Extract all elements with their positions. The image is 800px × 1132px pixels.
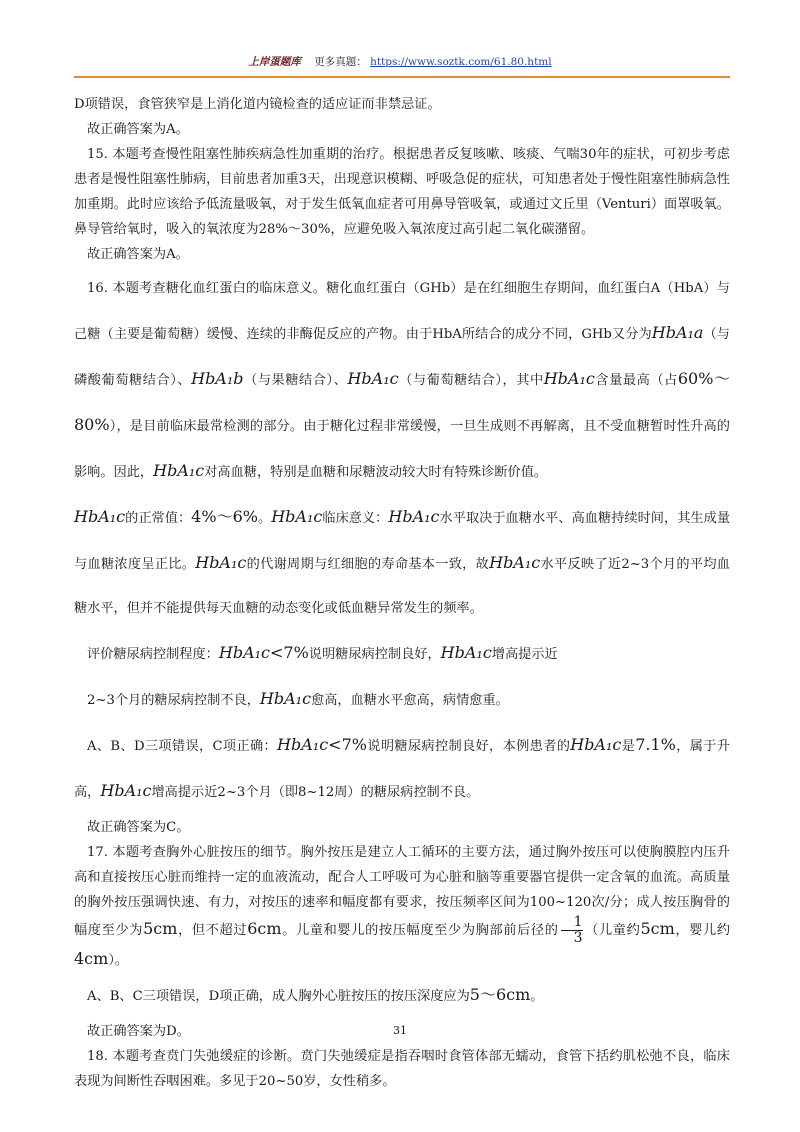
question-18-explanation: 18. 本题考查贲门失弛缓症的诊断。贲门失弛缓症是指吞咽时食管体部无蠕动，食管下括约肌松弛不良，临床表现为间断性吞咽困难。多见于20~50岁，女性稍多。 (74, 1049, 730, 1089)
formula: HbA₁c (195, 553, 247, 572)
formula: HbA₁c (100, 781, 152, 800)
paragraph: HbA₁c的正常值：4%～6%。HbA₁c临床意义：HbA₁c水平取决于血糖水平、高血糖持续时间，其生成量与血糖浓度呈正比。HbA₁c的代谢周期与红细胞的寿命基本一致，故HbA₁c水平反映了近2~3个月的平均血糖水平，但并不能提供每天血糖的动态变化或低血糖异常发生的频率。 (74, 507, 731, 616)
answer-line: 故正确答案为A。 (87, 247, 189, 262)
formula: 6cm (247, 919, 282, 938)
formula: HbA₁c (218, 643, 270, 662)
paragraph: A、B、D三项错误，C项正确：HbA₁c<7%说明糖尿病控制良好，本例患者的HbA₁c是7.1%，属于升高，HbA₁c增高提示近2~3个月（即8~12周）的糖尿病控制不良。 (74, 735, 731, 800)
header-link[interactable]: https://www.soztk.com/61.80.html (370, 56, 552, 68)
page-number: 31 (393, 1024, 407, 1037)
formula: HbA₁c (277, 735, 329, 754)
formula: HbA₁b (191, 369, 244, 388)
formula: HbA₁c (489, 553, 541, 572)
paragraph: 2~3个月的糖尿病控制不良，HbA₁c愈高，血糖水平愈高，病情愈重。 (87, 689, 509, 708)
formula: 5cm (640, 919, 675, 938)
formula: HbA₁c (347, 369, 399, 388)
question-16-explanation: 16. 本题考查糖化血红蛋白的临床意义。糖化血红蛋白（GHb）是在红细胞生存期间，血红蛋白A（HbA）与己糖（主要是葡萄糖）缓慢、连续的非酶促反应的产物。由于HbA所结合的成分不同，GHb又分为HbA₁a（与磷酸葡萄糖结合）、HbA₁b（与果糖结合）、HbA₁c（与葡萄糖结合），其中HbA₁c含量最高（占60%～80%），是目前临床最常检测的部分。由于糖化过程非常缓慢，一旦生成则不再解离，且不受血糖暂时性升高的影响。因此，HbA₁c对高血糖，特别是血糖和尿糖波动较大时有特殊诊断价值。 (74, 281, 730, 480)
formula: HbA₁c (570, 735, 622, 754)
paragraph: 评价糖尿病控制程度：HbA₁c<7%说明糖尿病控制良好，HbA₁c增高提示近 (87, 643, 558, 662)
answer-line: 故正确答案为C。 (87, 820, 190, 835)
header-divider (74, 76, 730, 78)
formula: <7% (328, 735, 367, 754)
formula: 5～6cm (469, 985, 531, 1004)
formula: HbA₁c (388, 507, 440, 526)
brand-logo: 上岸蛋题库 (248, 56, 301, 68)
paragraph: D项错误，食管狭窄是上消化道内镜检查的适应证而非禁忌证。 (74, 97, 441, 112)
page-header (0, 54, 800, 76)
formula: HbA₁c (543, 369, 595, 388)
formula: <7% (270, 643, 309, 662)
formula: HbA₁c (440, 643, 492, 662)
formula: 4%～6% (191, 507, 258, 526)
formula: HbA₁c (74, 507, 126, 526)
formula: HbA₁a (651, 323, 704, 342)
answer-line: 故正确答案为A。 (87, 122, 189, 137)
formula: HbA₁c (153, 461, 205, 480)
answer-line: 故正确答案为D。 (87, 1024, 190, 1039)
question-17-explanation: 17. 本题考查胸外心脏按压的细节。胸外按压是建立人工循环的主要方法，通过胸外按压可以使胸膜腔内压升高和直接按压心脏而维持一定的血液流动，配合人工呼吸可为心脏和脑等重要器官提供一定含氧的血流。高质量的胸外按压强调快速、有力，对按压的速率和幅度都有要求，按压频率区间为100~120次/分；成人按压胸骨的幅度至少为5cm，但不超过6cm。儿童和婴儿的按压幅度至少为胸部前后径的 $\frac{1}{3}$ （儿童约5cm，婴儿约4cm）。 (74, 845, 731, 968)
question-15-explanation: 15. 本题考查慢性阻塞性肺疾病急性加重期的治疗。根据患者反复咳嗽、咳痰、气喘30年的症状，可初步考虑患者是慢性阻塞性肺病，目前患者加重3天，出现意识模糊、呼吸急促的症状，可知患者处于慢性阻塞性肺病急性加重期。此时应该给予低流量吸氧，对于发生低氧血症者可用鼻导管吸氧，或通过文丘里（Venturi）面罩吸氧。鼻导管给氧时，吸入的氧浓度为28%～30%，应避免吸入氧浓度过高引起二氧化碳潴留。 (74, 147, 730, 237)
formula: 4cm (74, 949, 109, 968)
document-body (74, 92, 730, 1094)
formula: 7.1% (635, 735, 676, 754)
fraction: $\frac{1}{3}$ (561, 915, 583, 946)
formula: HbA₁c (271, 507, 323, 526)
paragraph: A、B、C三项错误，D项正确，成人胸外心脏按压的按压深度应为5～6cm。 (87, 985, 544, 1004)
formula: 60%～80% (74, 369, 730, 434)
formula: HbA₁c (259, 689, 312, 708)
formula: 5cm (143, 919, 178, 938)
header-label: 更多真题： (314, 56, 367, 68)
